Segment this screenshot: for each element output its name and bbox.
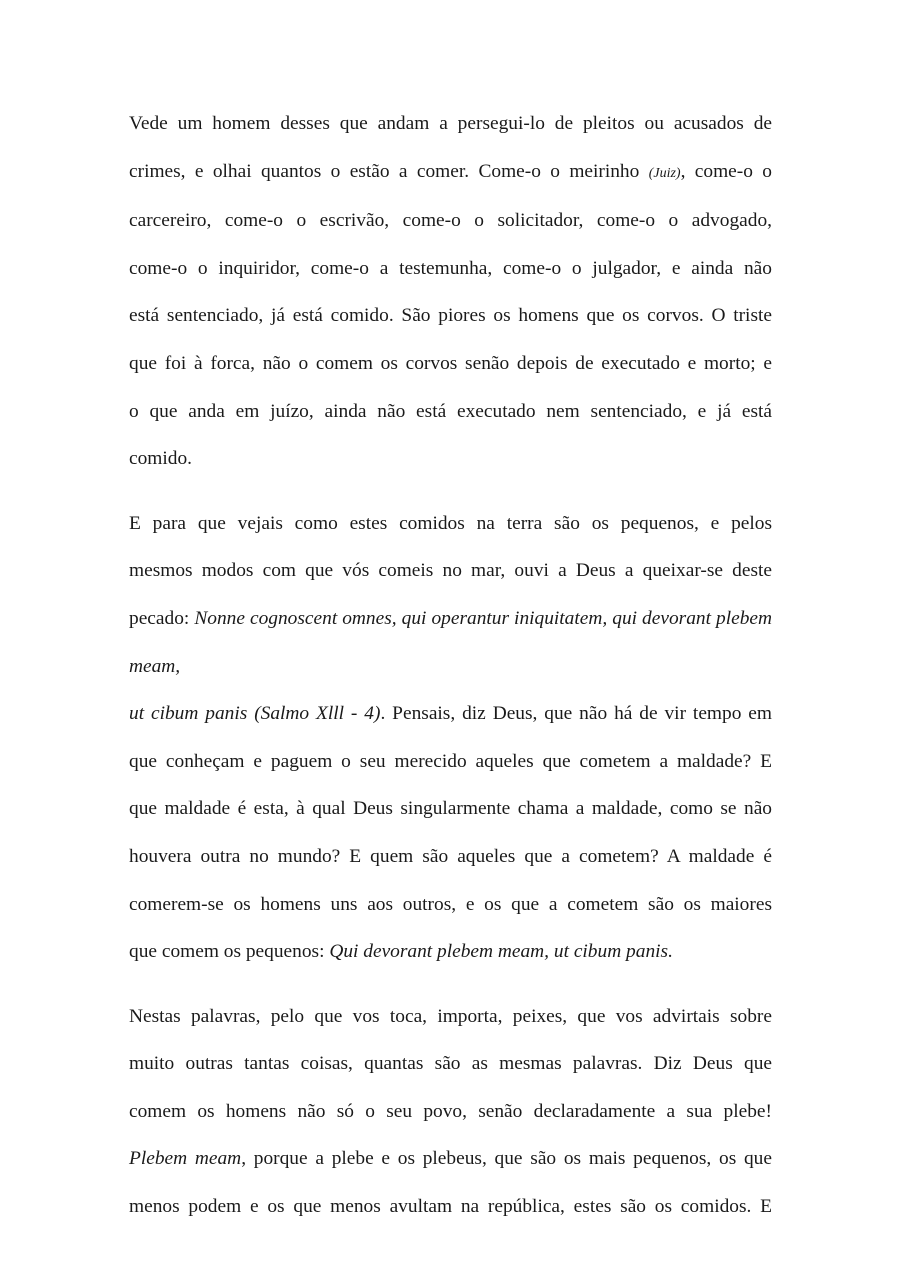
text-line: que comem os pequenos: Qui devorant plebem meam, ut cibum panis. <box>129 941 673 963</box>
text-line: come-o o inquiridor, come-o a testemunha, come-o o julgador, e ainda não <box>129 257 772 279</box>
latin-quote: Nonne cognoscent omnes, qui operantur iniquitatem, qui devorant plebem meam, <box>129 607 773 677</box>
text-line: comem os homens não só o seu povo, senão declaradamente a sua plebe! <box>129 1100 772 1122</box>
text-line: pecado: Nonne cognoscent omnes, qui operantur iniquitatem, qui devorant plebem meam, <box>129 607 773 677</box>
text-line: Nestas palavras, pelo que vos toca, importa, peixes, que vos advirtais sobre <box>129 1005 772 1027</box>
text-line: o que anda em juízo, ainda não está executado nem sentenciado, e já está <box>129 400 772 422</box>
juiz-note: (Juiz) <box>648 165 681 181</box>
text-line: crimes, e olhai quantos o estão a comer. Come-o o meirinho (Juiz), come-o o <box>129 160 772 182</box>
paragraph-2 <box>129 500 772 976</box>
text-line: menos podem e os que menos avultam na república, estes são os comidos. E <box>129 1196 772 1218</box>
text-line: muito outras tantas coisas, quantas são as mesmas palavras. Diz Deus que <box>129 1053 772 1075</box>
text-line: ut cibum panis (Salmo Xlll - 4). Pensais, diz Deus, que não há de vir tempo em <box>129 703 772 725</box>
text-line: mesmos modos com que vós comeis no mar, ouvi a Deus a queixar-se deste <box>129 560 772 582</box>
text-line: Vede um homem desses que andam a persegui-lo de pleitos ou acusados de <box>129 113 772 134</box>
body-text <box>129 100 772 1231</box>
latin-quote: Plebem meam <box>129 1148 242 1170</box>
text-line: Plebem meam, porque a plebe e os plebeus, que são os mais pequenos, os que <box>129 1148 772 1170</box>
text-line: que foi à forca, não o comem os corvos senão depois de executado e morto; e <box>129 352 772 374</box>
latin-quote: ut cibum panis (Salmo Xlll - 4) <box>129 703 381 725</box>
text-line: está sentenciado, já está comido. São piores os homens que os corvos. O triste <box>129 305 772 327</box>
text-line: que maldade é esta, à qual Deus singularmente chama a maldade, como se não <box>129 798 772 820</box>
text-line: que conheçam e paguem o seu merecido aqueles que cometem a maldade? E <box>129 750 772 772</box>
text-line: E para que vejais como estes comidos na terra são os pequenos, e pelos <box>129 512 772 534</box>
latin-quote: Qui devorant plebem meam, ut cibum panis. <box>329 941 673 963</box>
paragraph-3 <box>129 993 772 1231</box>
text-line: comido. <box>129 448 193 470</box>
text-line: comerem-se os homens uns aos outros, e os que a cometem são os maiores <box>129 893 772 915</box>
text-line: houvera outra no mundo? E quem são aqueles que a cometem? A maldade é <box>129 845 772 867</box>
text-line: carcereiro, come-o o escrivão, come-o o solicitador, come-o o advogado, <box>129 210 772 232</box>
paragraph-1 <box>129 100 772 483</box>
